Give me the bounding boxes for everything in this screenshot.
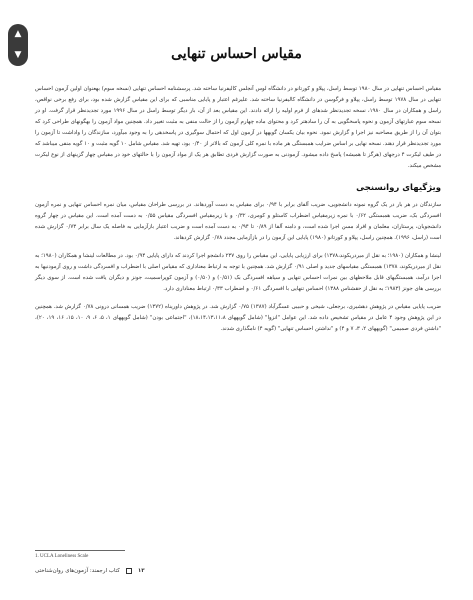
psychometric-paragraph-3: ضریب پایایی مقیاس در پژوهش دهشیری، برجعلی، شیخی و حبیبی عسگرآباد (۱۳۸۷) ۰/۷۵ گزارش شد. در پژوهش داوریناه (۱۳۷۲) ضریب همسانی درونی ۰/۷۸ گزارش شد. همچنین در این پژوهش وجود ۴ عامل در مقیاس تشخیص داده شد. این عوامل "انزوا" (شامل گویههای ۱۸،۱۴،۱۳،۱۱،۸)، "اجتماعی بودن" (شامل گویههای ۱، ۵، ۶، ۹، ۱۰، ۱۵، ۱۶، ۱۹، ۲۰)، "داشتن فردی صمیمی" (گویههای ۲، ۳، ۷ و ۴) و "نداشتن احساس تنهایی" (گویه ۴) نامگذاری شدند. — [35, 304, 441, 332]
footnote-divider — [35, 550, 125, 551]
psychometric-paragraph-1: سازندگان در هر بار در یک گروه نمونه دانشجویی، ضریب آلفای برابر با ۰/۹۴ برای مقیاس به دست آوردهاند. در بررسی طراحان مقیاس، میان نمره احساس تنهایی و نمره آزمون افسردگی بک، ضریب همبستگی ۰/۶۲ با نمره زیرمقیاس اضطراب کاستلو و کومری، ۰/۳۲ و با زیرمقیاس افسردگی مقیاس ۰/۵۵ به دست آمده است. این مقیاس در چهار گروه دانشجویان، پرستاران، معلمان و افراد مسن اجرا شده است، و دامنه آلفا از ۰/۸۹ تا ۰/۹۴ به دست آمده است و ضریب اعتبار بازآزمایی به فاصله یک سال برابر ۰/۷۳ گزارش شده است (راسل، ۱۹۹۶). همچنین راسل، پپلاو و کورتانو (۱۹۸۰) پایایی این آزمون را در بازآزمایی مجدد ۰/۷۸ گزارش کردهاند. — [35, 202, 441, 241]
psychometric-paragraph-2: لینشا و همکاران (۱۹۸۰؛ به نقل از میردریکوند،۱۳۷۸) برای ارزیابی پایایی، این مقیاس را روی ۲۳۷ دانشجو اجرا کردند که دارای پایایی ۰/۹۴ بود. در مطالعات لینشا و همکاران (۱۹۸۰؛ به نقل از میردریکوند، ۱۳۷۸) همبستگی مقیاسهای جدید و اصلی ۰/۹۱ گزارش شد. همچنین با توجه به ارتباط معناداری که مقیاس اصلی با اضطراب و افسردگی داشت و روی آزمودنیها به اجرا درآمد، همبستگیهای قابل ملاحظهای بین نمرات احساس تنهایی و سیاهه افسردگی بک (۰/۵۱) و (۰/۵۰) و آزمون کوپراسمیت، جونز و دیگران یافت شده است. از سوی دیگر بررسی های جونز (۱۹۸۳؛ به نقل از حقشناس ۱۳۸۸) احساس تنهایی با افسردگی ۰/۶۱ و اضطراب ۰/۳۳ ارتباط معناداری دارد. — [35, 253, 441, 292]
section-heading: ویژگیهای روانسنجی — [356, 183, 441, 193]
page-number: ۱۳ — [137, 568, 145, 574]
page-body — [35, 84, 441, 342]
chevron-down-icon[interactable]: ▼ — [14, 50, 22, 60]
intro-paragraph: مقیاس احساس تنهایی در سال ۱۹۸۰ توسط راسل، پپلاو و کورتانو در دانشگاه لوس آنجلس کالیفرنیا ساخته شد. پرسشنامه احساس تنهایی (نسخه سوم) بهعنوان اولین آزمون احساس تنهایی در سال ۱۹۷۸ توسط راسل، پپلاو و فرگوسن در دانشگاه کالیفرنیا ساخته شد. علیرغم اعتبار و پایایی مناسبی که برای این مقیاس گزارش شده بود، برای رفع برخی نواقص، راسل و همکاران در سال ۱۹۸۰، نسخه تجدیدنظر شدهای از فرم اولیه را ارائه دادند. این مقیاس بعد از آن، بار دیگر توسط راسل در سال ۱۹۹۶ مورد تجدیدنظر قرار گرفت. او در نسخه سوم عبارتهای آزمون و نحوه پاسخگویی به آن را سادهتر کرد و محتوای ماده چهارم آزمون را از حالت منفی به مثبت تغییر داد. همچنین مواد آزمون را بهگونهای طراحی کرد که بتوان آن را از طریق مصاحبه نیز اجرا و گزارش نمود. نحوه بیان یکسان گویهها در آزمون اول که احتمال سوگیری در پاسخدهی را به وجود میآورد، سازندگان را واداشت تا آزمون را مورد تجدیدنظر قرار دهند. نسخه نهایی بر اساس ضرایب همبستگی هر ماده با نمره کلی آزمون که بالاتر از ۰/۴۰ بود، تهیه شد. مقیاس شامل ۱۰ گویه مثبت و ۱۰ گویه منفی میباشد که در طیف لیکرت ۴ درجهای (هرگز تا همیشه) پاسخ داده میشود. آزمودنی به صورت گزارش فردی تطابق هر یک از مواد آزمون را با حالتهای خود در مقیاس چهار گزینهای از نوع لیکرت مشخص میکند. — [35, 86, 442, 169]
footnote: 1. UCLA Loneliness Scale — [35, 554, 89, 559]
square-icon — [126, 568, 132, 574]
page-title: مقیاس احساس تنهایی — [171, 46, 302, 62]
footer-book-title: کتاب ارجمند: آزمون‌های روان‌شناختی — [35, 568, 120, 574]
chevron-up-icon[interactable]: ▲ — [14, 29, 22, 39]
page-footer — [35, 568, 145, 574]
